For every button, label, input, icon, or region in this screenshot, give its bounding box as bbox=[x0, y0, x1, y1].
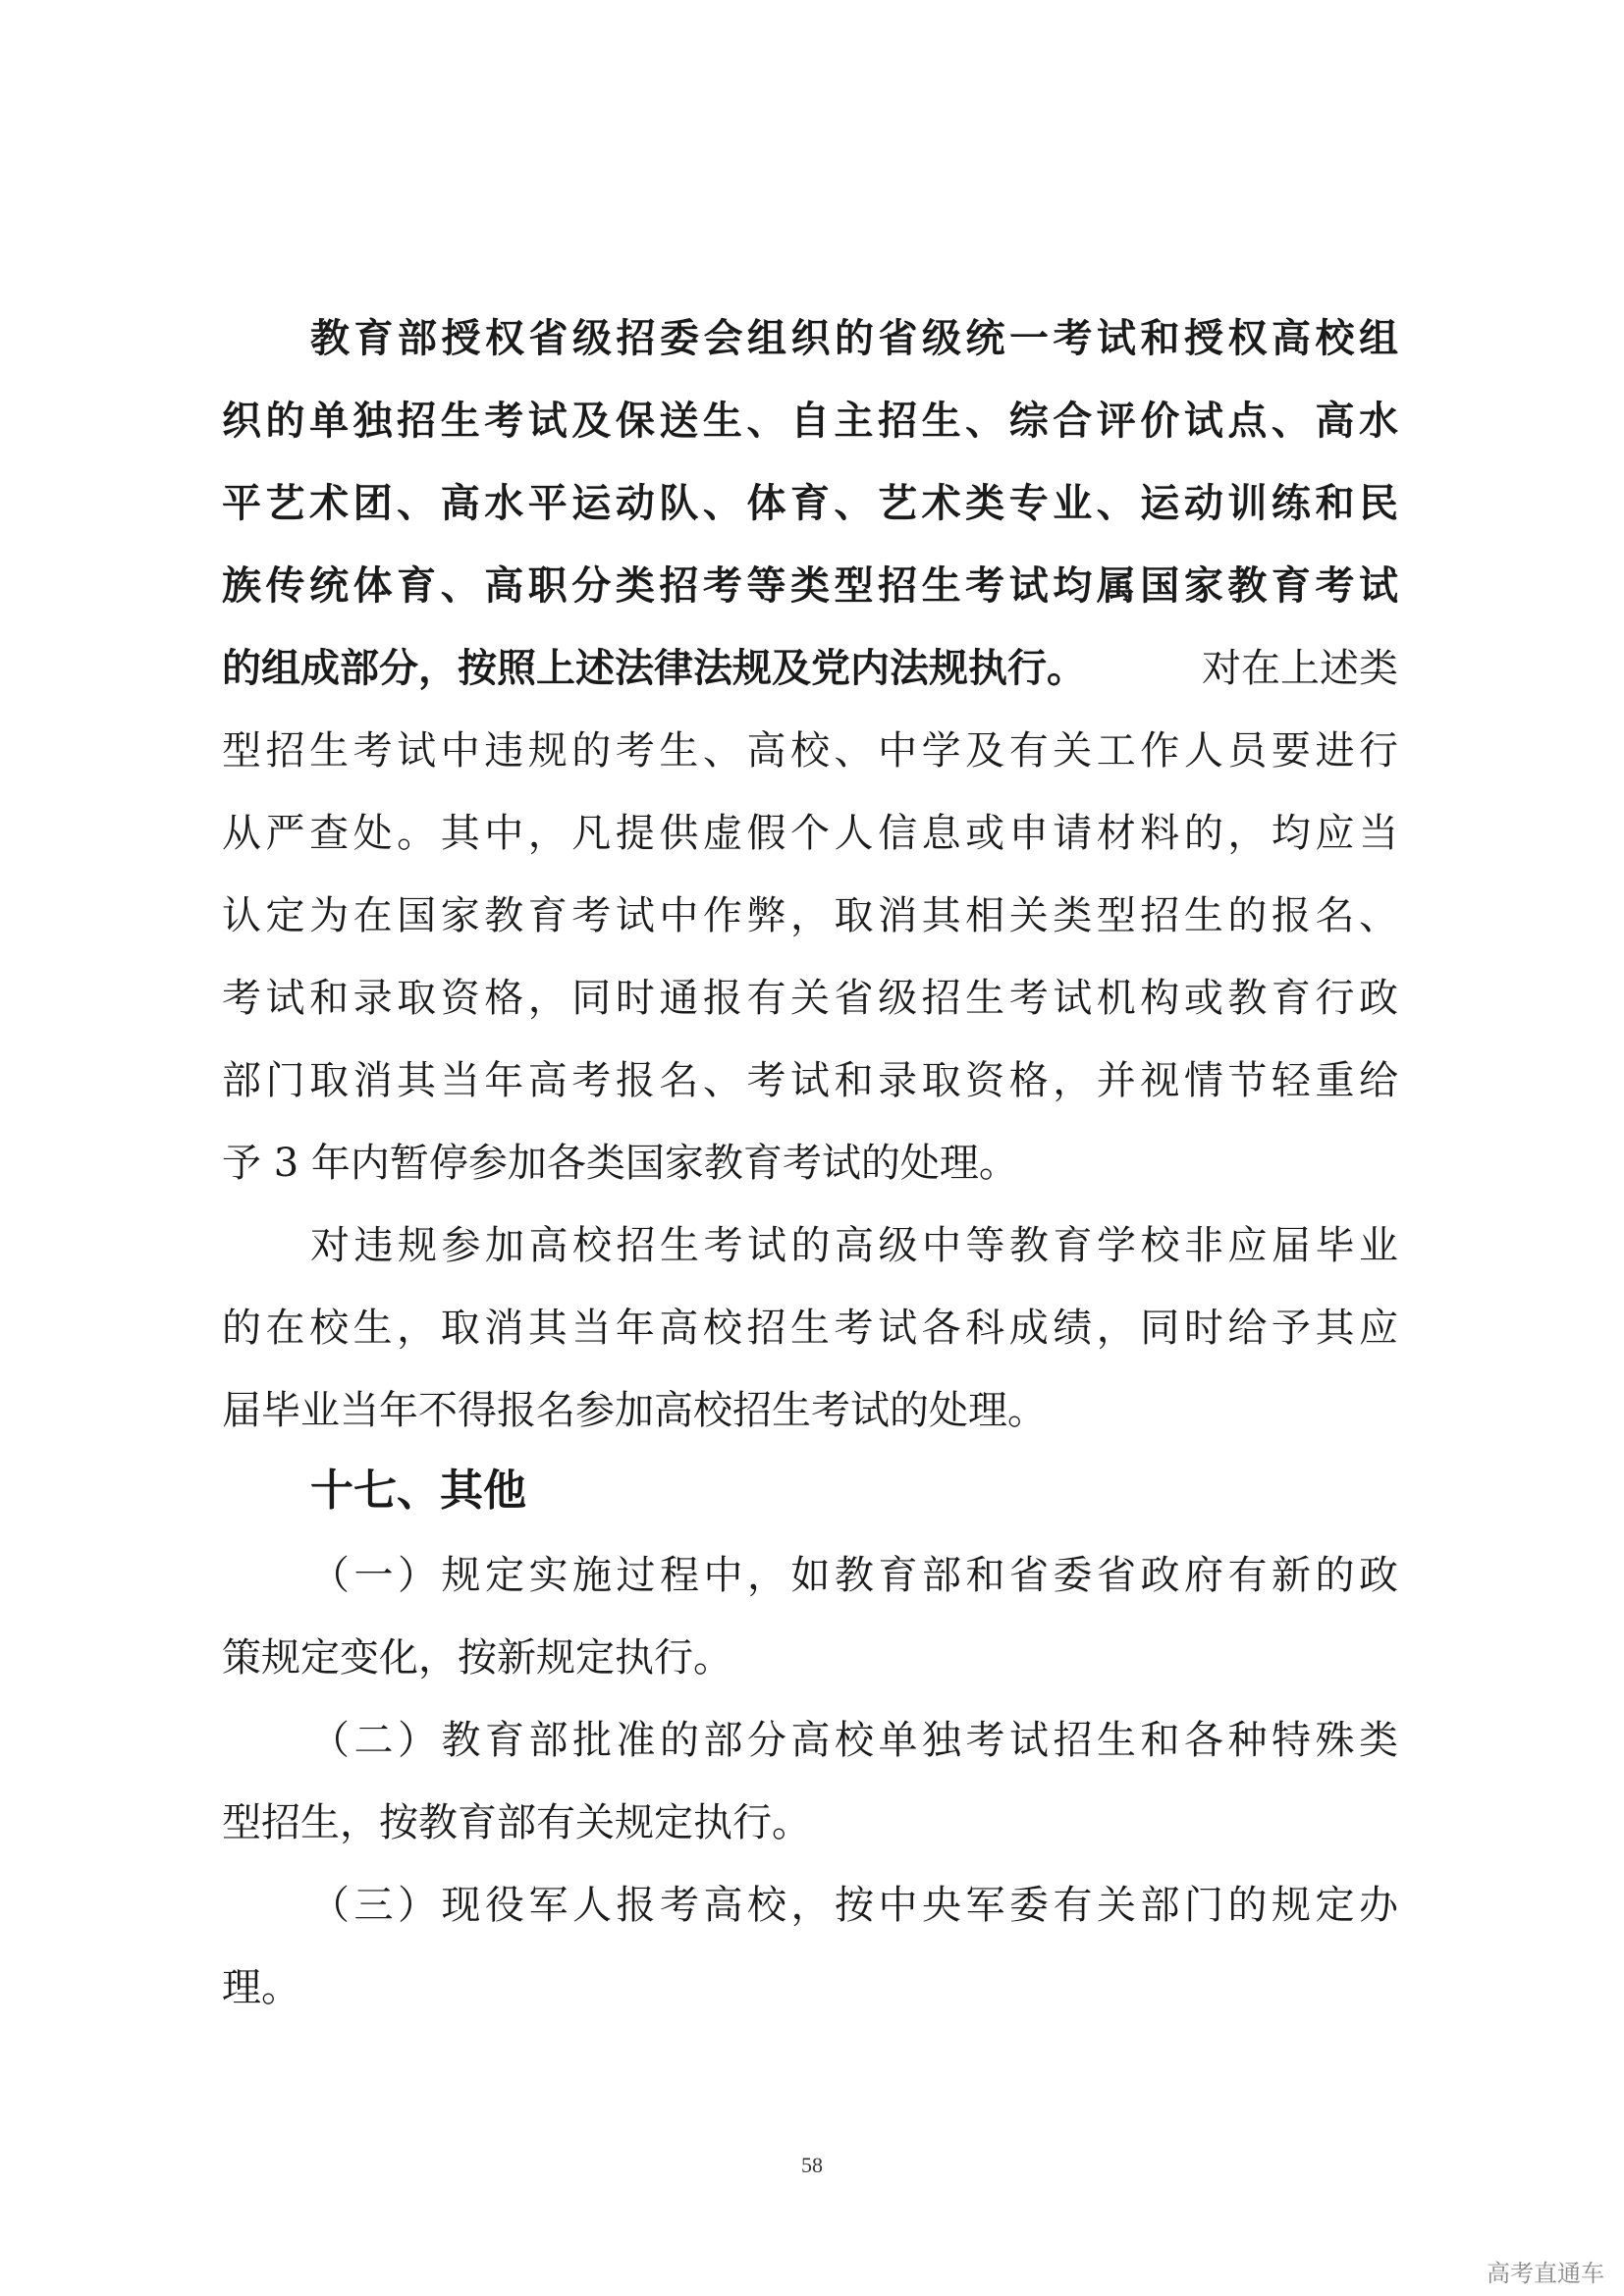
section-heading: 十七、其他 bbox=[310, 1466, 526, 1516]
item-2-line-1: （二）教育部批准的部分高校单独考试招生和各种特殊类 bbox=[310, 1718, 1398, 1763]
item-3-line-1: （三）现役军人报考高校，按中央军委有关部门的规定办 bbox=[310, 1883, 1398, 1928]
paragraph-1-line-10: 部门取消其当年高考报名、考试和录取资格，并视情节轻重给 bbox=[222, 1058, 1398, 1103]
paragraph-1-line-7: 从严查处。其中，凡提供虚假个人信息或申请材料的，均应当 bbox=[222, 811, 1398, 856]
paragraph-2-line-3: 届毕业当年不得报名参加高校招生考试的处理。 bbox=[222, 1388, 1047, 1433]
paragraph-1-line-6: 型招生考试中违规的考生、高校、中学及有关工作人员要进行 bbox=[222, 728, 1398, 774]
paragraph-2-line-2: 的在校生，取消其当年高校招生考试各科成绩，同时给予其应 bbox=[222, 1306, 1398, 1351]
paragraph-1-line-1: 教育部授权省级招委会组织的省级统一考试和授权高校组 bbox=[310, 315, 1398, 361]
item-2-line-2: 型招生，按教育部有关规定执行。 bbox=[222, 1800, 811, 1845]
item-3-line-2: 理。 bbox=[222, 1965, 300, 2010]
paragraph-2-line-1: 对违规参加高校招生考试的高级中等教育学校非应届毕业 bbox=[310, 1223, 1398, 1268]
paragraph-1-line-5 bbox=[222, 645, 1398, 692]
paragraph-1-line-8: 认定为在国家教育考试中作弊，取消其相关类型招生的报名、 bbox=[222, 893, 1398, 938]
item-1-line-2: 策规定变化，按新规定执行。 bbox=[222, 1635, 732, 1681]
watermark-label: 高考直通车 bbox=[1487, 2260, 1604, 2287]
page-number: 58 bbox=[801, 2153, 823, 2177]
paragraph-1-line-11: 予 3 年内暂停参加各类国家教育考试的处理。 bbox=[222, 1141, 1018, 1186]
paragraph-1-line-3: 平艺术团、高水平运动队、体育、艺术类专业、运动训练和民 bbox=[222, 480, 1398, 526]
paragraph-1-line-4: 族传统体育、高职分类招考等类型招生考试均属国家教育考试 bbox=[222, 562, 1398, 609]
item-1-line-1: （一）规定实施过程中，如教育部和省委省政府有新的政 bbox=[310, 1553, 1398, 1598]
paragraph-1-line-2: 织的单独招生考试及保送生、自主招生、综合评价试点、高水 bbox=[222, 398, 1398, 444]
paragraph-1-line-5-tail: 对在上述类 bbox=[1202, 646, 1398, 691]
paragraph-1-line-5-bold: 的组成部分，按照上述法律法规及党内法规执行。 bbox=[222, 645, 1086, 691]
paragraph-1-line-9: 考试和录取资格，同时通报有关省级招生考试机构或教育行政 bbox=[222, 976, 1398, 1021]
